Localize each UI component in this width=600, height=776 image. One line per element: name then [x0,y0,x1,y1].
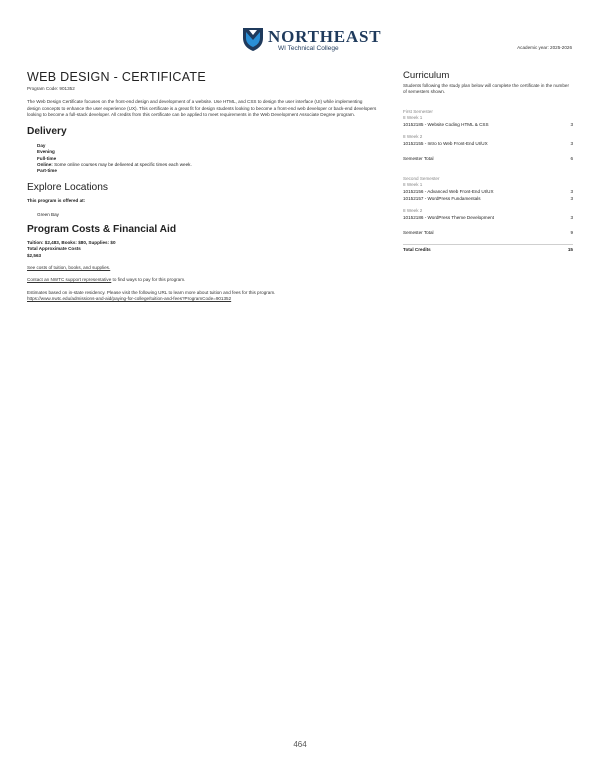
course-row: 10152157 - WordPress Fundamentals 3 [403,196,573,202]
course-row: 10152185 - Website Coding HTML & CSS 3 [403,122,573,128]
locations-heading: Explore Locations [27,181,108,193]
program-title: WEB DESIGN - CERTIFICATE [27,70,206,84]
week-label: 8 Week 2 [403,134,423,140]
college-logo [242,26,382,56]
program-code: Program Code: 901352 [27,86,75,91]
semester-name: First Semester [403,109,433,115]
delivery-list [27,143,377,175]
course-row: 10152156 - Advanced Web Front-End UI/UX 3 [403,189,573,195]
delivery-heading: Delivery [27,125,67,137]
page-number: 464 [293,740,307,749]
locations-intro: This program is offered at: [27,197,86,203]
delivery-online: Online: Some online courses may be delivered at specific times each week. [37,162,192,167]
total-costs-label: Total Approximate Costs [27,246,81,252]
semester-total: Semester Total 6 [403,156,573,162]
tuition-url[interactable]: https://www.nwtc.edu/admissions-and-aid/paying-for-college/tuition-and-fees?ProgramCode=901352 [27,296,232,302]
delivery-item: Part-time [37,168,57,174]
week-label: 8 Week 1 [403,115,423,121]
logo-name: NORTHEAST [268,27,382,46]
course-row: 10152155 - Intro to Web Front-End UI/UX 3 [403,141,573,147]
costs-heading: Program Costs & Financial Aid [27,223,177,235]
academic-year: Academic year: 2025-2026 [517,45,572,50]
tuition-line: Tuition: $2,483, Books: $80, Supplies: $0 [27,239,116,245]
delivery-item: Day [37,142,46,148]
delivery-item: Evening [37,149,55,155]
semester-total: Semester Total 9 [403,230,573,236]
contact-paragraph: Contact an NWTC support representative to find ways to pay for this program. [27,277,186,283]
delivery-item: Full-time [37,155,57,161]
semester-name: Second Semester [403,176,440,182]
total-costs-value: $2,563 [27,252,42,258]
curriculum-intro: Students following the study plan below will complete the certificate in the number of semesters shown. [403,83,569,95]
course-row: 10152186 - WordPress Theme Development 3 [403,215,573,221]
curriculum-column [403,70,573,253]
contact-link[interactable]: Contact an NWTC support representative [27,277,112,283]
logo-subtitle: WI Technical College [278,45,339,52]
shield-icon [242,26,264,52]
program-description: The Web Design Certificate focuses on the front-end design and development of a website. Use HTML, and CSS to design the user interface (UI) while implementing design concepts to enhance the user experience (UX). This certificate is a great fit for design students looking to become a front-end web developer or back-end developers looking to become a full-stack developer. All credits from this certificate can be applied to meet requirements in the Web Development Associate Degree program. [27,99,377,118]
semester-block [403,109,573,162]
program-column [27,70,377,303]
total-credits: Total Credits 15 [403,244,573,253]
location-item: Green Bay [37,211,59,217]
estimates-paragraph: Estimates based on in-state residency. Please visit the following URL to learn more about tuition and fees for this program. https://www.nwtc.edu/admissions-and-aid/paying-for-college/tuition-and-fees?ProgramCode=901352 [27,290,377,303]
costs-summary [27,240,377,259]
semester-block [403,176,573,236]
week-label: 8 Week 2 [403,208,423,214]
week-label: 8 Week 1 [403,182,423,188]
costs-link[interactable]: See costs of tuition, books, and supplies. [27,265,111,271]
curriculum-heading: Curriculum [403,70,450,81]
